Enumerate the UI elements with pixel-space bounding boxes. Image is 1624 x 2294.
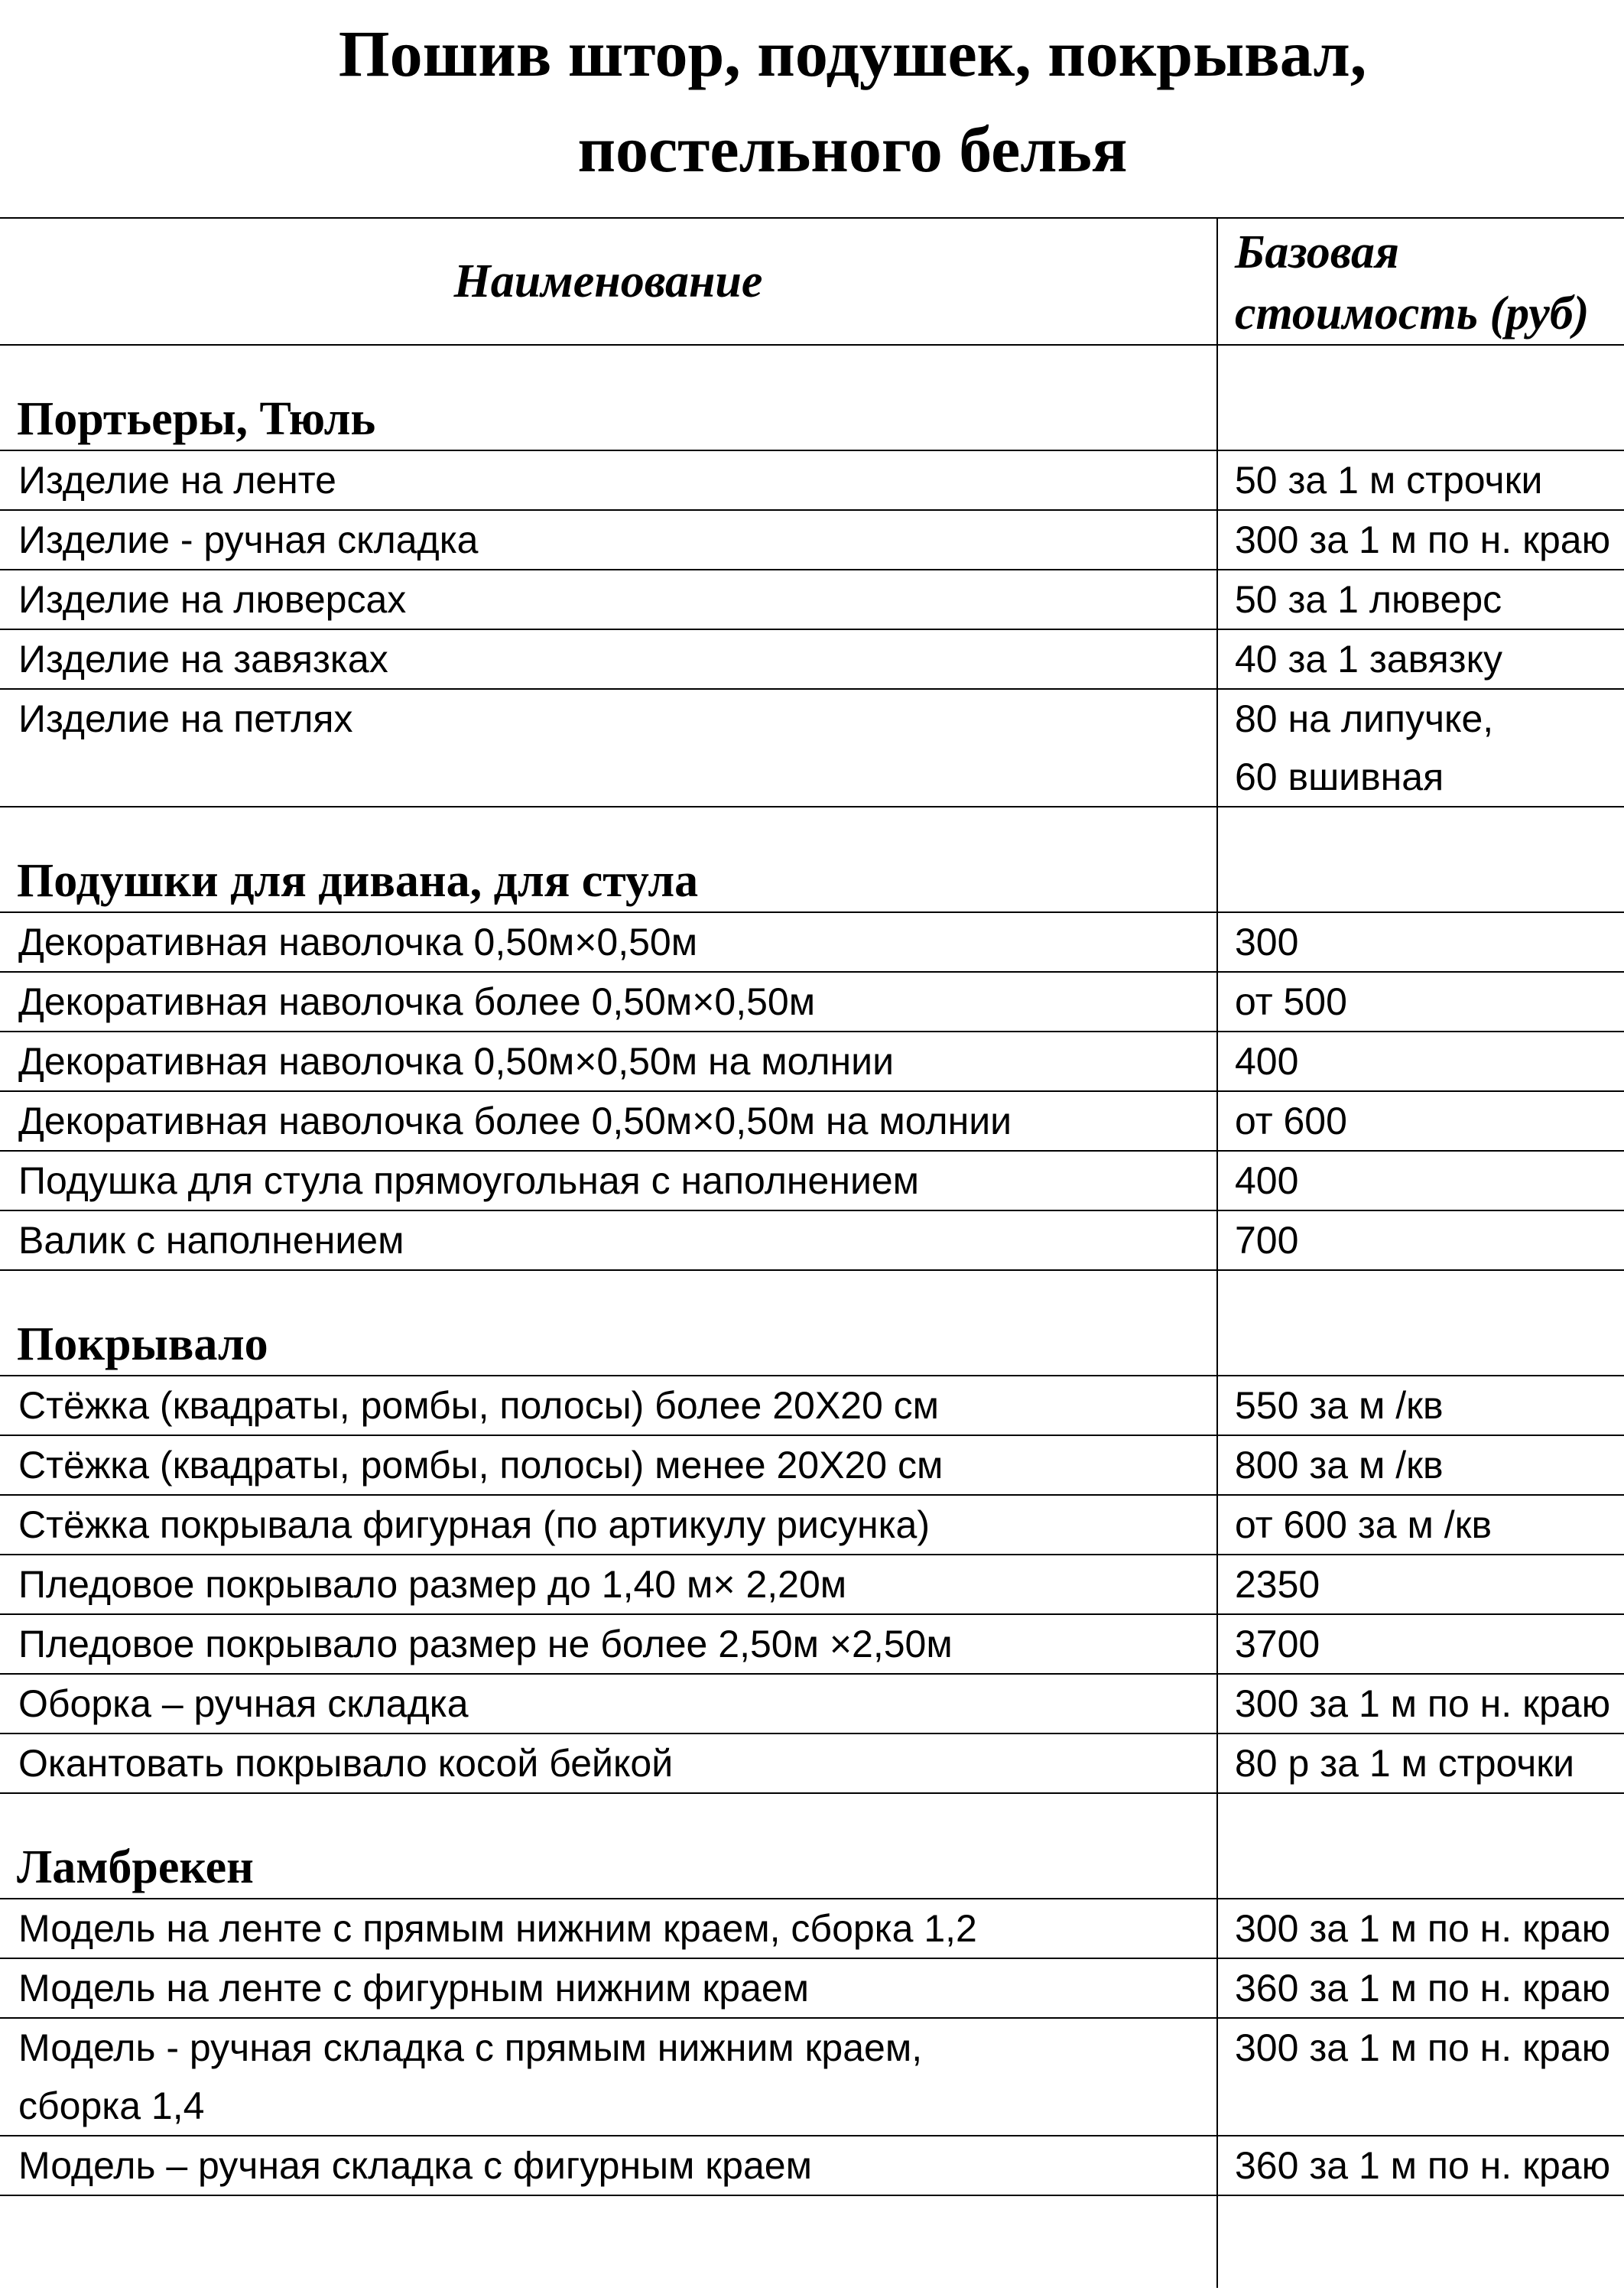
table-row (0, 1435, 1624, 1495)
item-price: 300 за 1 м по н. краю (1217, 2018, 1624, 2136)
item-price-line-2: 60 вшивная (1235, 755, 1444, 798)
item-name: Стёжка (квадраты, ромбы, полосы) менее 20Х20 см (0, 1435, 1217, 1495)
item-price: 40 за 1 завязку (1217, 629, 1624, 689)
table-row (0, 629, 1624, 689)
item-name: Изделие на ленте (0, 450, 1217, 510)
table-row (0, 689, 1624, 807)
table-header (0, 218, 1624, 345)
section-title: Ламбрекен (0, 1793, 1217, 1899)
item-price (1217, 689, 1624, 807)
section-pokryvalo (0, 1270, 1624, 1376)
item-price: 300 (1217, 912, 1624, 972)
item-name: Декоративная наволочка более 0,50м×0,50м на молнии (0, 1091, 1217, 1151)
table-row (0, 1733, 1624, 1793)
section-portery (0, 345, 1624, 450)
item-name: Оборка – ручная складка (0, 1674, 1217, 1733)
table-row (0, 1899, 1624, 1958)
table-row (0, 2018, 1624, 2136)
item-name: Пледовое покрывало размер до 1,40 м× 2,20м (0, 1555, 1217, 1614)
table-row (0, 570, 1624, 629)
item-name: Изделие - ручная складка (0, 510, 1217, 570)
item-name: Изделие на люверсах (0, 570, 1217, 629)
page-title (0, 6, 1624, 197)
item-name: Подушка для стула прямоугольная с наполнением (0, 1151, 1217, 1210)
item-price: 700 (1217, 1210, 1624, 1270)
item-name: Модель на ленте с фигурным нижним краем (0, 1958, 1217, 2018)
table-row (0, 1958, 1624, 2018)
table-row (0, 1210, 1624, 1270)
header-price (1217, 218, 1624, 345)
item-price: 360 за 1 м по н. краю (1217, 2136, 1624, 2195)
table-row (0, 1091, 1624, 1151)
item-name: Модель на ленте с прямым нижним краем, сборка 1,2 (0, 1899, 1217, 1958)
item-name: Стёжка (квадраты, ромбы, полосы) более 20Х20 см (0, 1376, 1217, 1435)
item-price: 400 (1217, 1032, 1624, 1091)
table-row (0, 1674, 1624, 1733)
table-tail (0, 2195, 1624, 2288)
item-price-line-1: 80 на липучке, (1235, 697, 1494, 740)
item-price: 300 за 1 м по н. краю (1217, 1899, 1624, 1958)
section-podushki (0, 807, 1624, 912)
item-name: Валик с наполнением (0, 1210, 1217, 1270)
page-title-line-1: Пошив штор, подушек, покрывал, (338, 17, 1367, 90)
item-price: 360 за 1 м по н. краю (1217, 1958, 1624, 2018)
item-name: Декоративная наволочка 0,50м×0,50м (0, 912, 1217, 972)
item-price: 550 за м /кв (1217, 1376, 1624, 1435)
header-name: Наименование (0, 218, 1217, 345)
item-price: от 600 за м /кв (1217, 1495, 1624, 1555)
item-price: от 500 (1217, 972, 1624, 1032)
item-name: Изделие на завязках (0, 629, 1217, 689)
item-price: 50 за 1 м строчки (1217, 450, 1624, 510)
item-name: Декоративная наволочка 0,50м×0,50м на молнии (0, 1032, 1217, 1091)
table-row (0, 972, 1624, 1032)
item-price: 2350 (1217, 1555, 1624, 1614)
item-name: Декоративная наволочка более 0,50м×0,50м (0, 972, 1217, 1032)
price-table (0, 217, 1624, 2288)
item-price: 400 (1217, 1151, 1624, 1210)
item-name: Пледовое покрывало размер не более 2,50м ×2,50м (0, 1614, 1217, 1674)
table-row (0, 912, 1624, 972)
table-row (0, 1614, 1624, 1674)
item-price: 80 р за 1 м строчки (1217, 1733, 1624, 1793)
item-name: Окантовать покрывало косой бейкой (0, 1733, 1217, 1793)
section-title: Покрывало (0, 1270, 1217, 1376)
section-title: Портьеры, Тюль (0, 345, 1217, 450)
item-price: 50 за 1 люверс (1217, 570, 1624, 629)
item-name: Стёжка покрывала фигурная (по артикулу рисунка) (0, 1495, 1217, 1555)
section-lambreken (0, 1793, 1624, 1899)
item-name (0, 2018, 1217, 2136)
table-row (0, 1032, 1624, 1091)
item-name: Изделие на петлях (0, 689, 1217, 807)
header-price-line-1: Базовая (1235, 226, 1399, 278)
table-row (0, 2136, 1624, 2195)
item-price: 300 за 1 м по н. краю (1217, 1674, 1624, 1733)
item-price: от 600 (1217, 1091, 1624, 1151)
item-price: 300 за 1 м по н. краю (1217, 510, 1624, 570)
item-name: Модель – ручная складка с фигурным краем (0, 2136, 1217, 2195)
header-price-line-2: стоимость (руб) (1235, 288, 1590, 340)
section-title: Подушки для дивана, для стула (0, 807, 1217, 912)
table-row (0, 1376, 1624, 1435)
page-title-line-2: постельного белья (577, 112, 1128, 186)
item-price: 3700 (1217, 1614, 1624, 1674)
table-row (0, 1495, 1624, 1555)
table-row (0, 1151, 1624, 1210)
item-name-line-1: Модель - ручная складка с прямым нижним краем, (18, 2026, 923, 2069)
table-row (0, 450, 1624, 510)
item-name-line-2: сборка 1,4 (18, 2084, 205, 2127)
item-price: 800 за м /кв (1217, 1435, 1624, 1495)
table-row (0, 1555, 1624, 1614)
table-row (0, 510, 1624, 570)
